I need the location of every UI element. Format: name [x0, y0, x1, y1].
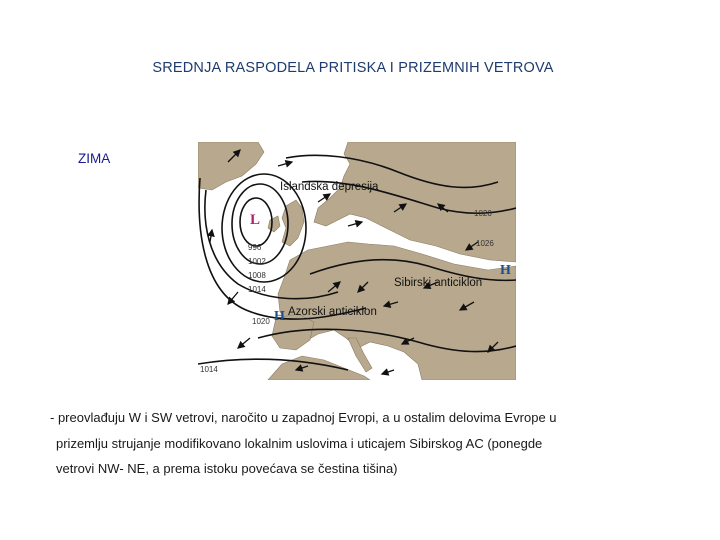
season-label: ZIMA: [78, 151, 111, 166]
isobar-label-1026: 1026: [476, 239, 494, 248]
isobar-label-1008: 1008: [248, 271, 266, 280]
isobar-label-1014: 1014: [248, 285, 266, 294]
description-line-1: - preovlađuju W i SW vetrovi, naročito u zapadnoj Evropi, a u ostalim delovima Evrope u: [50, 410, 557, 425]
description-line-2: prizemlju strujanje modifikovano lokalnim uslovima i uticajem Sibirskog AC (ponegde: [56, 435, 543, 451]
label-islandic-low: Islandska depresija: [280, 181, 379, 193]
isobar-label-996: 996: [248, 243, 262, 252]
low-pressure-symbol: L: [250, 212, 261, 228]
label-azores-high: Azorski anticiklon: [288, 306, 377, 318]
high-pressure-symbol-azores: H: [274, 309, 285, 324]
isobar-label-1020-east: 1020: [474, 209, 492, 218]
isobar-label-1002: 1002: [248, 257, 266, 266]
high-pressure-symbol-siberia: H: [500, 263, 511, 278]
description-text: [50, 405, 690, 482]
isobar-label-1014-south: 1014: [200, 365, 218, 374]
label-siberian-high: Sibirski anticiklon: [394, 277, 483, 289]
description-line-3: vetrovi NW- NE, a prema istoku povećava se čestina tišina): [56, 461, 398, 476]
isobar-label-1020-west: 1020: [252, 317, 270, 326]
pressure-map: [198, 142, 516, 380]
page-title: SREDNJA RASPODELA PRITISKA I PRIZEMNIH VETROVA: [152, 60, 554, 76]
